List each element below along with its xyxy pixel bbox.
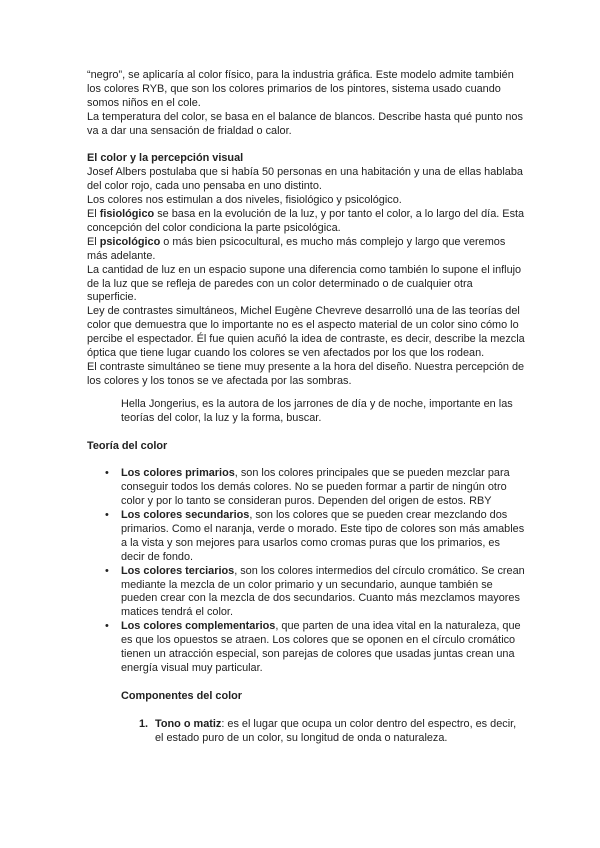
section-heading-percepcion: El color y la percepción visual bbox=[87, 152, 244, 165]
text: se basa en la evolución de la luz, y por tanto el color, a lo largo del día. Esta concepción del color condiciona la parte psicológica. bbox=[87, 208, 525, 234]
term-fisiologico: fisiológico bbox=[99, 208, 155, 221]
list-item-secundarios bbox=[87, 509, 525, 565]
paragraph-estimulan: Los colores nos estimulan a dos niveles, fisiológico y psicológico. bbox=[87, 194, 402, 207]
list-item-complementarios bbox=[87, 620, 525, 676]
list-item-terciarios bbox=[87, 565, 525, 621]
term: Los colores secundarios bbox=[121, 509, 250, 522]
paragraph-cantidad-luz: La cantidad de luz en un espacio supone una diferencia como también lo supone el influjo de la luz que se refleja de paredes con un color determinado o de cualquier otra superficie. bbox=[87, 263, 522, 304]
paragraph-psicologico bbox=[87, 236, 525, 264]
list-item-tono bbox=[87, 718, 525, 746]
term: Los colores complementarios bbox=[121, 620, 276, 633]
intro-paragraph-rgb: “negro”, se aplicaría al color físico, para la industria gráfica. Este modelo admite también los colores RYB, que son los colores primarios de los pintores, sistema usado cuando somos niños en el cole. bbox=[87, 69, 514, 109]
text: El bbox=[87, 208, 100, 221]
text: , que parten de una idea vital en la naturaleza, que es que los opuestos se atraen. Los colores que se oponen en el círculo cromático tienen un atracción especial, son parejas de colores que usadas juntas crean una energía visual muy particular. bbox=[121, 620, 521, 675]
spacer bbox=[87, 704, 525, 718]
spacer bbox=[87, 676, 525, 690]
paragraph-ley-contrastes: Ley de contrastes simultáneos, Michel Eugène Chevreve desarrolló una de las teorías del color que demuestra que lo importante no es el aspecto material de un color sino cómo lo percibe el espectador. Él fue quien acuñó la idea de contraste, es decir, describe la mezcla óptica que tiene lugar cuando los colores se ven afectados por los que los rodean. bbox=[87, 305, 525, 360]
text: , son los colores intermedios del círculo cromático. Se crean mediante la mezcla de un color primario y un secundario, aunque también se pueden crear con la mezcla de dos secundarios. Cuanto más mezclamos mayores matices tendrá el color. bbox=[121, 564, 525, 619]
subheading-componentes: Componentes del color bbox=[121, 689, 243, 702]
paragraph-hella-jongerius: Hella Jongerius, es la autora de los jarrones de día y de noche, importante en las teorías del color, la luz y la forma, buscar. bbox=[121, 397, 513, 424]
paragraph-fisiologico bbox=[87, 208, 525, 236]
text: , son los colores principales que se pueden mezclar para conseguir todos los demás colores. No se pueden formar a partir de ningún otro color y por lo tanto se consideran puros. Dependen del origen de estos. RBY bbox=[121, 467, 510, 508]
text: : es el lugar que ocupa un color dentro del espectro, es decir, el estado puro de un color, su longitud de onda o naturaleza. bbox=[155, 717, 517, 744]
list-item-primarios bbox=[87, 467, 525, 509]
spacer bbox=[87, 139, 525, 153]
text: o más bien psicocultural, es mucho más complejo y largo que veremos más adelante. bbox=[87, 235, 506, 262]
text: El bbox=[87, 235, 100, 248]
spacer bbox=[87, 426, 525, 440]
term: Los colores terciarios bbox=[121, 564, 235, 577]
numbered-list-componentes bbox=[87, 718, 525, 746]
page-content bbox=[87, 69, 525, 745]
text: , son los colores que se pueden crear mezclando dos primarios. Como el naranja, verde o morado. Este tipo de colores son más amables a la vista y son mejores para usarlos como cromas puras que los primarios, es decir de fondo. bbox=[121, 509, 525, 563]
paragraph-contraste-simultaneo: El contraste simultáneo se tiene muy presente a la hora del diseño. Nuestra percepción de los colores y los tonos se ve afectada por las sombras. bbox=[87, 361, 525, 387]
list-number: 1. bbox=[139, 717, 149, 730]
paragraph-albers: Josef Albers postulaba que si había 50 personas en una habitación y una de ellas hablaba del color rojo, cada uno pensaba en uno distinto. bbox=[87, 166, 523, 193]
bullet-list-colores bbox=[87, 467, 525, 676]
term-psicologico: psicológico bbox=[99, 235, 161, 248]
term: Los colores primarios bbox=[121, 467, 235, 480]
spacer bbox=[87, 453, 525, 467]
intro-paragraph-temperature: La temperatura del color, se basa en el balance de blancos. Describe hasta qué punto nos va a dar una sensación de frialdad o calor. bbox=[87, 110, 523, 137]
section-heading-teoria: Teoría del color bbox=[87, 439, 168, 452]
spacer bbox=[87, 389, 525, 398]
term: Tono o matiz bbox=[155, 717, 222, 730]
